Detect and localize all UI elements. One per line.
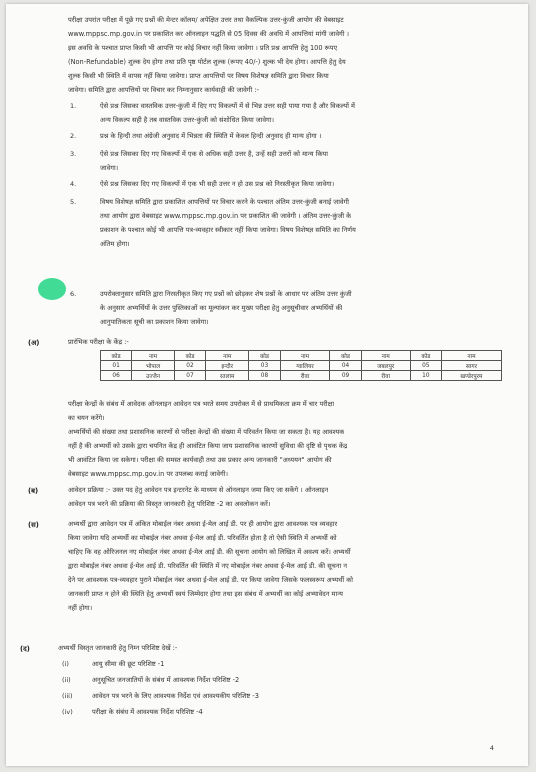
table-cell: 04 [330,361,361,371]
table-header-cell: नाम [206,351,249,361]
list-item-line: तथा आयोग द्वारा वेबसाइट www.mppsc.mp.gov.in पर प्रकाशित की जावेगी । अंतिम उत्तर-कुंजी के [100,212,352,220]
list-item-line: आनुपातिकता सूची का प्रकाशन किया जावेगा। [100,318,209,326]
list-number: (i) [62,660,69,668]
list-item-line: जावेगा। [100,164,119,172]
table-header-cell: नाम [132,351,175,361]
appendix-item: परीक्षा के संबंध में आवश्यक निर्देश परिशिष्ट -4 [92,708,203,716]
table-cell: 07 [174,371,205,381]
list-number: 3. [70,150,77,158]
list-number: (iii) [62,692,73,700]
table-header-cell: कोड [174,351,205,361]
table-header-cell: कोड [249,351,280,361]
list-item-line: विषय विशेषज्ञ समिति द्वारा प्रकाशित आपत्तियों पर विचार करने के पश्चात अंतिम उत्तर-कुंजी बनाई जावेगी [100,198,349,206]
list-number: (iv) [62,708,73,716]
table-cell: रीवा [280,371,330,381]
table-cell: रीवा [361,371,410,381]
paragraph-line: नहीं है की अभ्यर्थी को उसके द्वारा चयनित केंद्र ही आवंटित किया जाय प्रशासनिक कारणों सुविधा की दृष्टि से पृथक केंद्र [68,442,348,450]
appendix-item: आवेदन पत्र भरने के लिए आवश्यक निर्देश एवं आवश्यकीय परिशिष्ट -3 [92,692,259,700]
list-item-line: ऐसे प्रश्न जिसका वास्तविक उत्तर-कुंजी में दिए गए विकल्पों में से भिन्न उत्तर सही पाया गया है और विकल्पों में [100,102,355,110]
section-marker: (स) [28,521,39,529]
table-cell: ग्वालियर [280,361,330,371]
table-cell: भोपाल [132,361,175,371]
table-cell: 10 [410,371,441,381]
table-row [101,361,502,371]
section-marker: (ब) [28,487,39,495]
table-cell: 08 [249,371,280,381]
table-cell: इन्दौर [206,361,249,371]
list-item-line: प्रकाशन के पश्चात कोई भी आपत्ति पत्र-व्यवहार स्वीकार नहीं किया जावेगा। विषय विशेषज्ञ समिति का निर्णय [100,226,356,234]
table-cell: खण्डेरपुरम [441,371,501,381]
list-item-line: ऐसे प्रश्न जिसका दिए गए विकल्पों में एक भी सही उत्तर न हो उस प्रश्न को निरस्तीकृत किया जावेगा। [100,180,335,188]
appendix-item: आयु सीमा की छूट परिशिष्ट -1 [92,660,165,668]
table-cell: 06 [101,371,132,381]
paragraph-line: आवेदन प्रक्रिया :- उक्त पद हेतु आवेदन पत्र इन्टरनेट के माध्यम से ऑनलाइन जमा किए जा सकेंगे । ऑनलाइन [68,486,329,494]
table-cell: 02 [174,361,205,371]
paragraph-line: देने पर आवश्यक पत्र-व्यवहार पुराने मोबाईल नंबर अथवा ई-मेल आई डी. पर किया जावेगा जिसके फलस्वरूप अभ्यर्थी को [68,576,353,584]
table-cell: 03 [249,361,280,371]
paragraph-line: वेबसाइट www.mppsc.mp.gov.in पर उपलब्ध कराई जावेगी। [68,470,228,478]
table-header-cell: नाम [361,351,410,361]
paragraph-line: www.mppsc.mp.gov.in पर प्रकाशित कर ऑनलाइन पद्धति से 05 दिवस की अवधि में आपत्तियां मांगी जावेगी । [68,30,350,38]
page-number: 4 [489,744,494,752]
section-marker: (द) [20,645,30,653]
paragraph-line: आवेदन पत्र भरने की प्रक्रिया की विस्तृत जानकारी हेतु परिशिष्ट -2 का अवलोकन करें। [68,500,271,508]
list-item-line: ऐसे प्रश्न जिसका दिए गए विकल्पों में एक से अधिक सही उत्तर है, उन्हें सही उत्तरों को मान्य किया [100,150,328,158]
list-item-line: के अनुसार अभ्यर्थियों के उत्तर पुस्तिकाओं का मूल्यांकन कर मुख्य परीक्षा हेतु अनुसूचीवार अभ्यर्थियों की [100,304,343,312]
paragraph-line: इस अवधि के पश्चात प्राप्त किसी भी आपत्ति पर कोई विचार नहीं किया जावेगा । प्रति प्रश्न आपत्ति हेतु 100 रूपए [68,44,338,52]
table-header-cell: कोड [330,351,361,361]
list-item-line: उपरोक्तानुसार समिति द्वारा निरस्तीकृत किए गए प्रश्नों को छोड़कर शेष प्रश्नों के आधार पर अंतिम उत्तर कुंजी [100,290,352,298]
table-header-cell: कोड [101,351,132,361]
list-number: 2. [70,132,77,140]
table-header-row [101,351,502,361]
paragraph-line: किया जावेगा यदि अभ्यर्थी का मोबाईल नंबर अथवा ई-मेल आई डी. परिवर्तित होता है तो ऐसी स्थिति में अभ्यर्थी को [68,534,337,542]
paragraph-line: अभ्यर्थी द्वारा आवेदन पत्र में अंकित मोबाईल नंबर अथवा ई-मेल आई डी. पर ही आयोग द्वारा आवश्यक पत्र व्यवहार [68,520,338,528]
paragraph-line: (Non-Refundable) शुल्क देय होगा तथा प्रति पृष्ठ पोर्टल शुल्क (रूपए 40/-) शुल्क भी देय होगा। आपत्ति हेतु देय [68,58,346,66]
section-marker: (अ) [28,339,40,347]
paragraph-line: द्वारा मोबाईल नंबर अथवा ई-मेल आई डी. परिवर्तित की स्थिति में नए मोबाईल नंबर अथवा ई-मेल आई डी. की सूचना न [68,562,347,570]
highlighter-mark [38,278,66,300]
list-item-line: प्रश्न के हिन्दी तथा अंग्रेजी अनुवाद में भिन्नता की स्थिति में केवल हिन्दी अनुवाद ही मान्य होगा । [100,132,322,140]
table-cell: जबलपुर [361,361,410,371]
table-row [101,371,502,381]
table-header-cell: नाम [441,351,501,361]
paragraph-line: जानकारी प्राप्त न होने की स्थिति हेतु अभ्यर्थी स्वयं जिम्मेदार होगा तथा इस संबंध में अभ्यर्थी का कोई अभ्यावेदन मान्य [68,590,343,598]
table-header-cell: नाम [280,351,330,361]
list-number: 6. [70,290,77,298]
table-cell: 09 [330,371,361,381]
paragraph-line: का चयन करेंगे। [68,414,105,422]
section-title: अभ्यर्थी विस्तृत जानकारी हेतु निम्न परिशिष्ट देखें :- [58,644,178,652]
paragraph-line: परीक्षा केन्द्रों के संबंध में आवेदक ऑनलाइन आवेदन पत्र भरते समय उपरोक्त में से प्राथमिकता क्रम में चार परीक्षा [68,400,335,408]
table-cell: उज्जैन [132,371,175,381]
section-title: प्रारंभिक परीक्षा के केंद्र :- [68,338,129,346]
appendix-item: अनुसूचित जनजातियों के संबंध में आवश्यक निर्देश परिशिष्ट -2 [92,676,240,684]
table-cell: सागर [441,361,501,371]
paragraph-line: अभ्यर्थियों की संख्या तथा प्रशासनिक कारणों से परीक्षा केन्द्रों की संख्या में परिवर्तन किया जा सकता है। यह आवश्यक [68,428,345,436]
table-cell: 05 [410,361,441,371]
list-item-line: अंतिम होगा। [100,240,130,248]
table-cell: 01 [101,361,132,371]
paragraph-line: शुल्क किसी भी स्थिति में वापस नहीं किया जावेगा। प्राप्त आपत्तियों पर विषय विशेषज्ञ समिति द्वारा विचार किया [68,72,329,80]
paragraph-line: भी आवंटित किया जा सकेगा। परीक्षा की समस्त कार्यवाही तथा उस प्रकार अन्य जानकारी "अध्ययन" आयोग की [68,456,332,464]
list-number: 5. [70,198,77,206]
table-cell: रतलाम [206,371,249,381]
paragraph-line: जावेगा। समिति द्वारा आपत्तियों पर विचार कर निम्नानुसार कार्यवाही की जावेगी :- [68,86,259,94]
paragraph-line: चाहिए कि वह ओरिजनल नए मोबाईल नंबर अथवा ई-मेल आई डी. की सूचना आयोग को लिखित में अवश्य करें। अभ्यर्थी [68,548,351,556]
paragraph-line: नहीं होगा। [68,604,93,612]
exam-centre-table [100,350,502,381]
table-header-cell: कोड [410,351,441,361]
document-page [6,4,528,766]
list-item-line: अन्य विकल्प सही है तब वास्तविक उत्तर-कुंजी को संशोधित किया जावेगा। [100,116,274,124]
list-number: 4. [70,180,77,188]
list-number: 1. [70,102,77,110]
paragraph-line: परीक्षा उपरांत परीक्षा में पूछे गए प्रश्नों की मेन्टर कॉलम/ अपेक्षित उत्तर तथा वैकल्पिक उत्तर-कुंजी आयोग की वेबसाइट [68,16,344,24]
list-number: (ii) [62,676,71,684]
